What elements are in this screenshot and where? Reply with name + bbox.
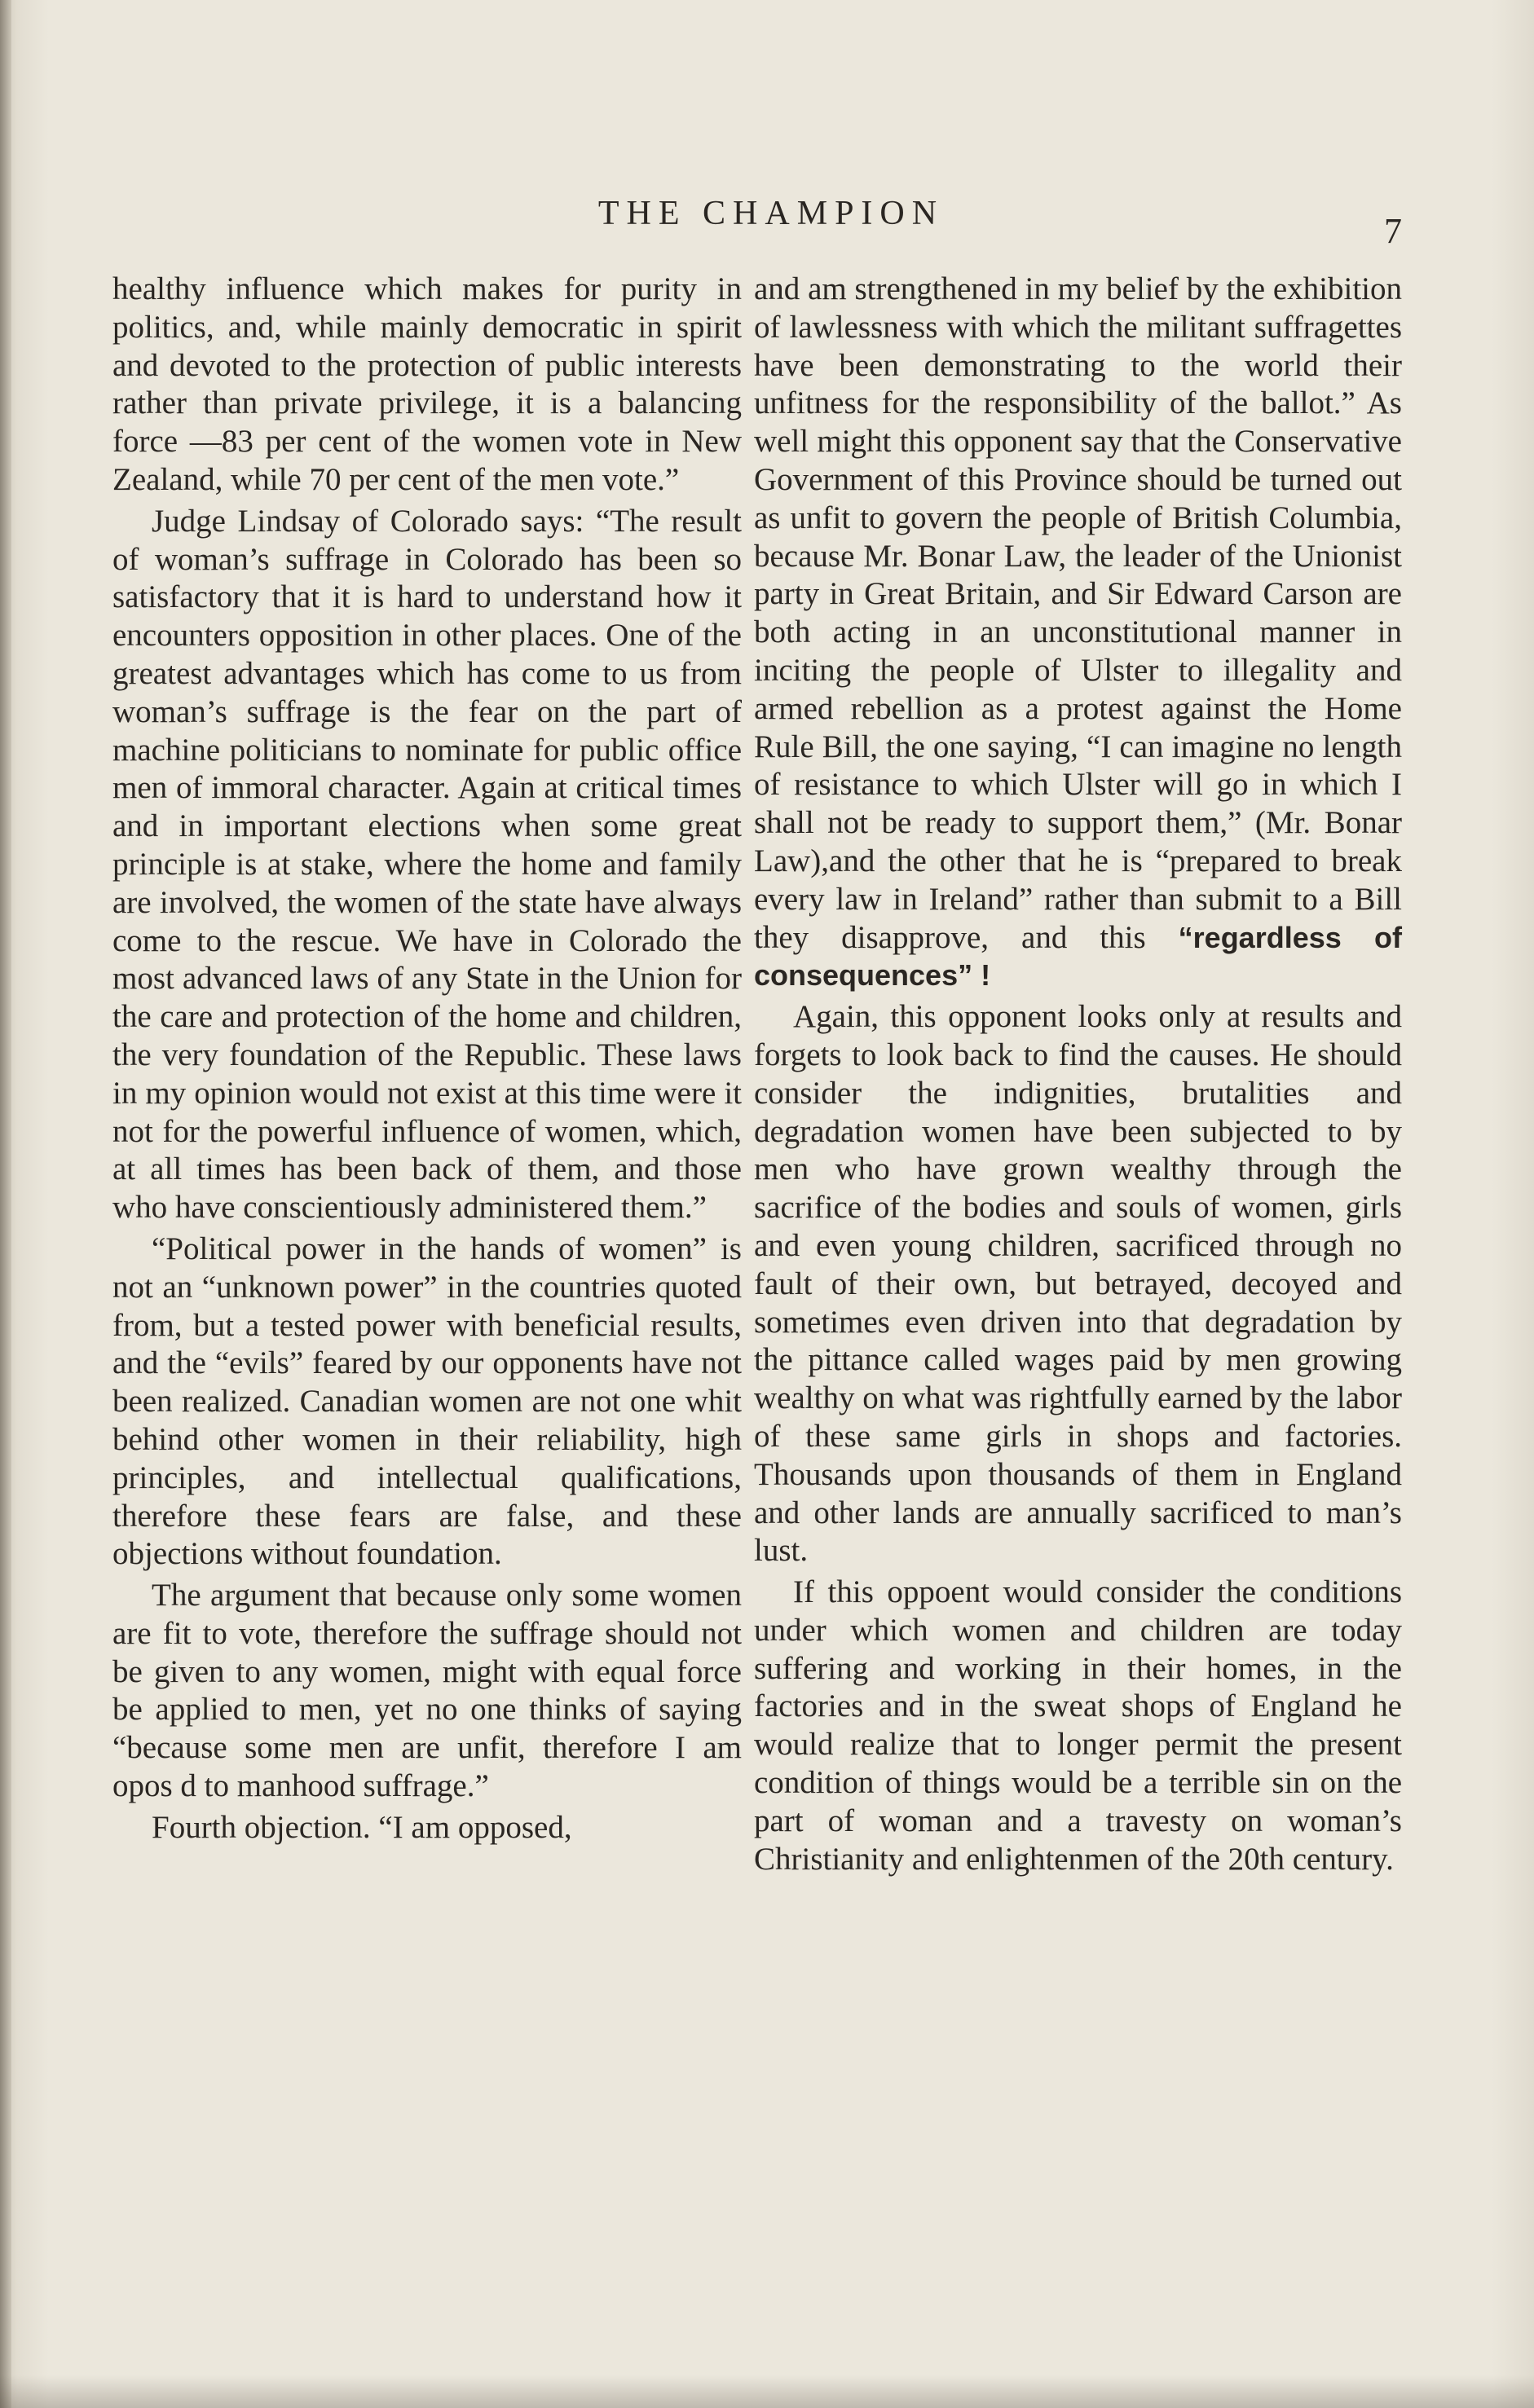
right-column bbox=[754, 271, 1402, 1878]
paragraph: The argument that because only some women are fit to vote, therefore the suffrage should not be given to any women, might with equal force be applied to men, yet no one thinks of saying “because some men are unfit, therefore I am opos d to manhood suffrage.” bbox=[112, 1578, 742, 1804]
binding-gutter bbox=[0, 0, 11, 2408]
paragraph: If this oppoent would consider the conditions under which women and children are today suffering and working in their homes, in the factories and in the sweat shops of England he would realize that to longer permit the present condition of things would be a terrible sin on the part of woman and a travesty on woman’s Christianity and enlightenmen of the 20th century. bbox=[754, 1574, 1402, 1877]
paragraph: Fourth objection. “I am opposed, bbox=[152, 1809, 572, 1845]
page-bottom-shadow bbox=[0, 2375, 1534, 2408]
paragraph: healthy influence which makes for purity in politics, and, while mainly democratic in spirit and devoted to the protection of public interests rather than private privilege, it is a balancing force —83 per cent of the women vote in New Zealand, while 70 per cent of the men vote.” bbox=[112, 271, 742, 497]
bold-phrase: “regardless of consequences” ! bbox=[754, 920, 1402, 993]
paragraph bbox=[754, 271, 1402, 995]
paragraph-text: and am strengthened in my belief by the exhibition of lawlessness with which the militant suffragettes have been demonstrating to the world their unfitness for the responsibility of the ballot.” As well might this opponent say that the Conservative Government of this Province should be turned out as unfit to govern the people of British Columbia, because Mr. Bonar Law, the leader of the Unionist party in Great Britain, and Sir Edward Carson are both acting in an unconstitutional manner in inciting the people of Ulster to illegality and armed rebellion as a protest against the Home Rule Bill, the one saying, “I can imagine no length of resistance to which Ulster will go in which I shall not be ready to support them,” (Mr. Bonar Law),and the other that he is “prepared to break every law in Ireland” rather than submit to a Bill they disapprove, and this bbox=[754, 271, 1402, 955]
left-column bbox=[112, 271, 742, 1847]
page-header-title: THE CHAMPION bbox=[597, 195, 945, 232]
paragraph: Again, this opponent looks only at results and forgets to look back to find the causes. He should consider the indignities, brutalities and degradation women have been subjected to by men who have grown wealthy through the sacrifice of the bodies and souls of women, girls and even young children, sacrificed through no fault of their own, but betrayed, decoyed and sometimes even driven into that degradation by the pittance called wages paid by men growing wealthy on what was rightfully earned by the labor of these same girls in shops and factories. Thousands upon thousands of them in England and other lands are annually sacrificed to man’s lust. bbox=[754, 999, 1402, 1569]
paragraph: Judge Lindsay of Colorado says: “The result of woman’s suffrage in Colorado has been so satisfactory that it is hard to understand how it encounters opposition in other places. One of the greatest advantages which has come to us from woman’s suffrage is the fear on the part of machine politicians to nominate for public office men of immoral character. Again at critical times and in important elections when some great principle is at stake, where the home and family are involved, the women of the state have always come to the rescue. We have in Colorado the most advanced laws of any State in the Union for the care and protection of the home and children, the very foundation of the Republic. These laws in my opinion would not exist at this time were it not for the powerful influence of women, which, at all times has been back of them, and those who have conscientiously administered them.” bbox=[112, 503, 742, 1226]
page-number: 7 bbox=[1384, 211, 1402, 251]
paragraph: “Political power in the hands of women” is not an “unknown power” in the countries quoted from, but a tested power with beneficial results, and the “evils” feared by our opponents have not been realized. Canadian women are not one whit behind other women in their reliability, high principles, and intellectual qualifications, therefore these fears are false, and these objections without foundation. bbox=[112, 1230, 742, 1572]
